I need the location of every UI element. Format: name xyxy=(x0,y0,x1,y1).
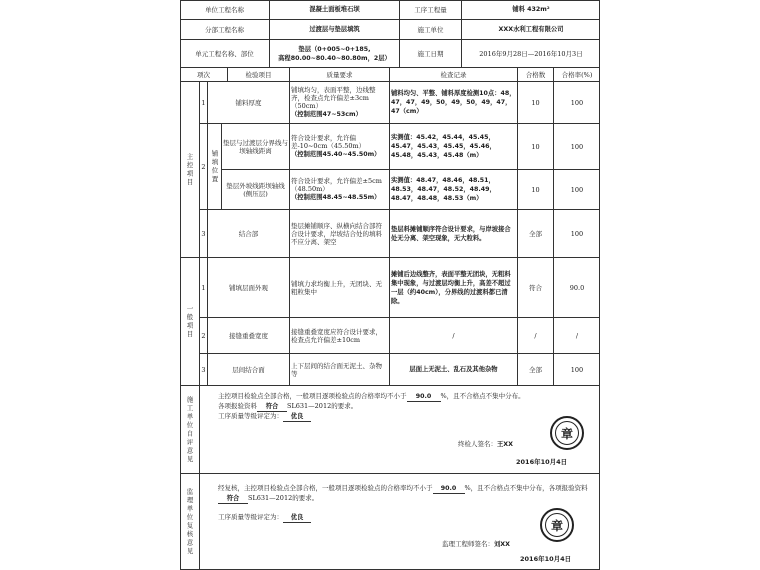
so-line2-post: SL631—2012的要求。 xyxy=(248,494,319,502)
co-line1-post: %，且不合格点不集中分布。 xyxy=(440,392,525,400)
construction-opinion-text xyxy=(218,392,588,422)
gen-row3-requirement: 上下层间的结合面无泥土、杂物等 xyxy=(290,354,390,386)
main-row3-no: 3 xyxy=(200,210,208,258)
co-grade: 优良 xyxy=(283,412,311,422)
main-row2b-rate: 100 xyxy=(554,170,600,210)
so-grade: 优良 xyxy=(283,513,311,523)
main-row2a-requirement-note: （控制范围45.40~45.50m） xyxy=(291,151,381,158)
construction-stamp: 章 xyxy=(550,416,584,450)
gen-row2-rate: / xyxy=(554,318,600,354)
construction-date: 2016年10月4日 xyxy=(516,458,568,466)
construction-opinion-label: 施工单位自评意见 xyxy=(180,386,200,474)
co-signer: 王XX xyxy=(497,441,514,448)
element-project-label: 单元工程名称、部位 xyxy=(180,40,270,68)
inspection-form xyxy=(180,0,600,570)
supervision-stamp: 章 xyxy=(540,508,574,542)
unit-project-label: 单位工程名称 xyxy=(180,0,270,20)
main-row2a-requirement-text: 符合设计要求，允许偏差-10~0cm（45.50m） xyxy=(291,134,366,150)
main-row2-item: 铺填位置 xyxy=(208,124,222,210)
main-row2a-rate: 100 xyxy=(554,124,600,170)
col-item: 检验项目 xyxy=(228,68,290,82)
main-row1-record: 铺料均匀、平整、铺料厚度检测10点：48，47，47，49，50，49，50，49，47，47（cm） xyxy=(390,82,518,124)
main-row3-item: 结合部 xyxy=(208,210,290,258)
main-row3-rate: 100 xyxy=(554,210,600,258)
construction-date-value: 2016年9月28日—2016年10月3日 xyxy=(462,40,600,68)
construction-unit-label: 施工单位 xyxy=(400,20,462,40)
element-project-line2: 高程80.00~80.40~80.80m，2层） xyxy=(278,54,391,62)
gen-row2-no: 2 xyxy=(200,318,208,354)
so-compliance: 符合 xyxy=(218,494,248,504)
supervision-signature xyxy=(442,540,510,549)
so-grade-label: 工序质量等级评定为： xyxy=(218,513,283,521)
division-project-value: 过渡层与垫层填筑 xyxy=(270,20,400,40)
main-row3-requirement: 垫层摊铺顺序、纵横向结合部符合设计要求，岸坡结合处的填料不应分离、架空 xyxy=(290,210,390,258)
col-record: 检查记录 xyxy=(390,68,518,82)
main-row2b-requirement xyxy=(290,170,390,210)
co-signer-label: 终检人签名： xyxy=(458,440,497,448)
gen-row3-record: 层面上无泥土、乱石及其他杂物 xyxy=(390,354,518,386)
so-rate: 90.0 xyxy=(433,484,465,494)
gen-row2-requirement: 接缝重叠宽度应符合设计要求，检查点允许偏差±10cm xyxy=(290,318,390,354)
gen-row2-item: 接缝重叠宽度 xyxy=(208,318,290,354)
main-row2b-requirement-note: （控制范围48.45~48.55m） xyxy=(291,194,381,201)
unit-project-value: 混凝土面板堆石坝 xyxy=(270,0,400,20)
co-compliance: 符合 xyxy=(257,402,287,412)
main-row2b-requirement-text: 符合设计要求，允许偏差±5cm（48.50m） xyxy=(291,177,382,193)
gen-row3-item: 层间结合面 xyxy=(208,354,290,386)
construction-date-label: 施工日期 xyxy=(400,40,462,68)
gen-row1-item: 铺填层面外观 xyxy=(208,258,290,318)
division-project-label: 分部工程名称 xyxy=(180,20,270,40)
process-quantity-label: 工序工程量 xyxy=(400,0,462,20)
supervision-opinion-text xyxy=(218,484,596,523)
main-row2a-label: 垫层与过渡层分界线与坝轴线距离 xyxy=(222,124,290,170)
main-row1-requirement-text: 铺填均匀，表面平整，边线整齐，检查点允许偏差±3cm（50cm） xyxy=(291,86,376,110)
element-project-value xyxy=(270,40,400,68)
main-row2b-label: 垫层外坡线距坝轴线(侧压层) xyxy=(222,170,290,210)
gen-row1-rate: 90.0 xyxy=(554,258,600,318)
co-grade-label: 工序质量等级评定为： xyxy=(218,412,283,420)
so-signer: 刘XX xyxy=(494,541,511,548)
main-row2a-qualified: 10 xyxy=(518,124,554,170)
col-rate: 合格率(%) xyxy=(554,68,600,82)
main-row3-qualified: 全部 xyxy=(518,210,554,258)
gen-row1-record: 摊铺后边线整齐，表面平整无团块，无粗料集中现象，与过渡层均衡上升，高差不超过一层（约40cm），分界线的过渡料都已清除。 xyxy=(390,258,518,318)
main-row2a-record: 实测值：45.42，45.44，45.45，45.47，45.43，45.45，45.46，45.48，45.43，45.48（m） xyxy=(390,124,518,170)
main-row2b-qualified: 10 xyxy=(518,170,554,210)
gen-row2-qualified: / xyxy=(518,318,554,354)
col-category: 项次 xyxy=(180,68,228,82)
main-row1-item: 铺料厚度 xyxy=(208,82,290,124)
col-requirement: 质量要求 xyxy=(290,68,390,82)
main-row3-record: 垫层料摊铺顺序符合设计要求，与岸坡接合处无分离、架空现象，无大粒料。 xyxy=(390,210,518,258)
col-qualified: 合格数 xyxy=(518,68,554,82)
so-line1-pre: 经复核，主控项目检验点全部合格，一般项目逐项检验点的合格率均不小于 xyxy=(218,484,433,492)
supervision-date: 2016年10月4日 xyxy=(520,555,572,563)
gen-row3-qualified: 全部 xyxy=(518,354,554,386)
construction-signature xyxy=(458,440,513,449)
main-row2-no: 2 xyxy=(200,124,208,210)
gen-row2-record: / xyxy=(390,318,518,354)
so-signer-label: 监理工程师签名： xyxy=(442,540,494,548)
co-rate: 90.0 xyxy=(407,392,441,402)
gen-row3-no: 3 xyxy=(200,354,208,386)
gen-row1-requirement: 铺填力求均衡上升，无团块、无粗粒集中 xyxy=(290,258,390,318)
main-control-label: 主控项目 xyxy=(180,82,200,258)
co-line2-pre: 各项报验资料 xyxy=(218,402,257,410)
so-line1-post: %，且不合格点不集中分布，各项报验资料 xyxy=(464,484,588,492)
main-row1-qualified: 10 xyxy=(518,82,554,124)
supervision-opinion-label: 监理单位复核意见 xyxy=(180,474,200,570)
main-row1-no: 1 xyxy=(200,82,208,124)
main-row2a-requirement xyxy=(290,124,390,170)
general-label: 一般项目 xyxy=(180,258,200,386)
co-line1-pre: 主控项目检验点全部合格，一般项目逐项检验点的合格率均不小于 xyxy=(218,392,407,400)
element-project-line1: 垫层（0+005~0+185, xyxy=(298,45,371,53)
main-row1-requirement-note: （控制范围47~53cm） xyxy=(291,111,362,118)
co-line2-post: SL631—2012的要求。 xyxy=(287,402,358,410)
construction-unit-value: XXX水利工程有限公司 xyxy=(462,20,600,40)
gen-row1-qualified: 符合 xyxy=(518,258,554,318)
process-quantity-value: 铺料 432m² xyxy=(462,0,600,20)
gen-row3-rate: 100 xyxy=(554,354,600,386)
main-row2b-record: 实测值：48.47，48.46，48.51，48.53，48.47，48.52，48.49，48.47，48.48，48.53（m） xyxy=(390,170,518,210)
gen-row1-no: 1 xyxy=(200,258,208,318)
main-row1-rate: 100 xyxy=(554,82,600,124)
main-row1-requirement xyxy=(290,82,390,124)
